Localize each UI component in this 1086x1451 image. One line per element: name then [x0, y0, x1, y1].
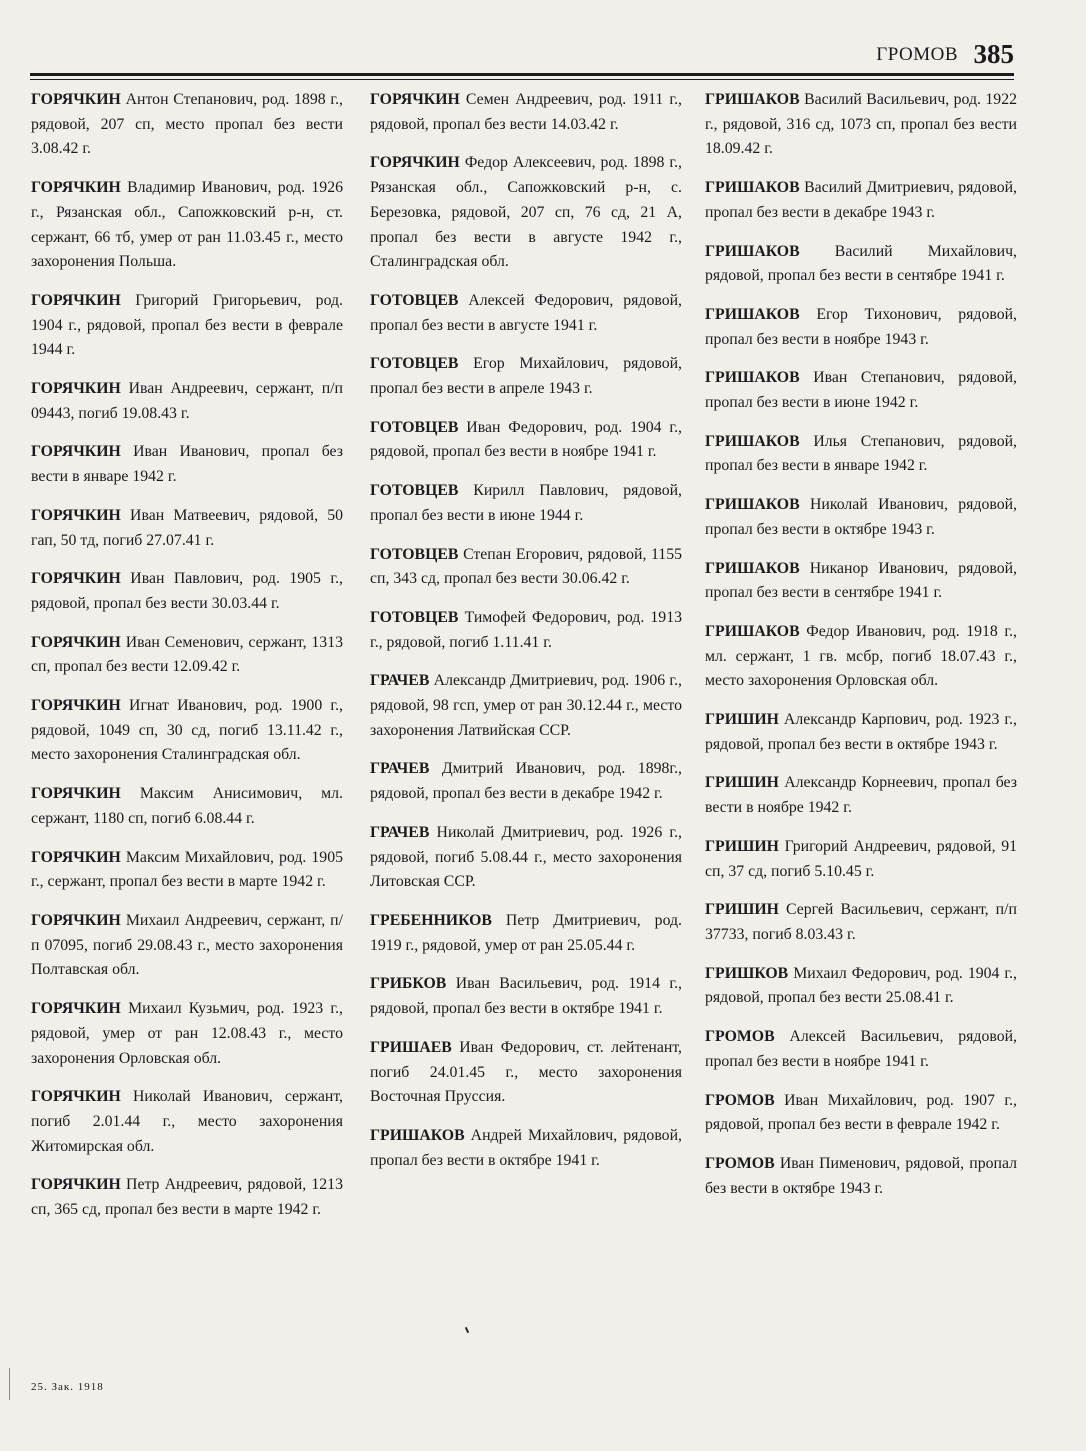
entry-surname: ГОРЯЧКИН: [370, 154, 460, 172]
entry-surname: ГРИШАЕВ: [370, 1038, 452, 1056]
register-entry: [31, 1085, 343, 1159]
entry-surname: ГОРЯЧКИН: [31, 848, 121, 866]
entry-details: Максим Анисимович, мл. сержант, 1180 сп, погиб 6.08.44 г.: [31, 785, 343, 827]
entry-surname: ГОРЯЧКИН: [31, 506, 121, 524]
entry-surname: ГРИБКОВ: [370, 975, 447, 993]
entry-surname: ГОТОВЦЕВ: [370, 418, 459, 436]
register-entry: [370, 151, 682, 275]
register-entry: [705, 708, 1017, 757]
entry-surname: ГОТОВЦЕВ: [370, 355, 459, 373]
entry-details: Игнат Иванович, род. 1900 г., рядовой, 1049 сп, 30 сд, погиб 13.11.42 г., место захоронения Сталинградская обл.: [31, 697, 343, 764]
entry-details: Иван Матвеевич, рядовой, 50 гап, 50 тд, погиб 27.07.41 г.: [31, 506, 343, 549]
register-entry: [31, 176, 343, 275]
entry-surname: ГРАЧЕВ: [370, 672, 430, 690]
entry-details: Иван Пименович, рядовой, пропал без вести в октябре 1943 г.: [705, 1154, 1017, 1197]
entry-surname: ГОРЯЧКИН: [31, 633, 121, 651]
register-entry: [705, 493, 1017, 542]
entry-surname: ГОРЯЧКИН: [31, 911, 121, 929]
register-entry: [705, 366, 1017, 415]
entry-surname: ГРИШКОВ: [705, 964, 789, 982]
register-entry: [705, 88, 1017, 162]
print-signature: 25. Зак. 1918: [31, 1381, 104, 1393]
entry-surname: ГОРЯЧКИН: [31, 1088, 121, 1106]
register-entry: [31, 440, 343, 489]
register-entry: [370, 543, 682, 592]
register-entry: [370, 757, 682, 806]
entry-details: Илья Степанович, рядовой, пропал без вести в январе 1942 г.: [705, 432, 1018, 475]
entry-surname: ГРАЧЕВ: [370, 760, 430, 778]
entry-surname: ГРИШИН: [705, 711, 779, 729]
entry-details: Иван Федорович, ст. лейтенант, погиб 24.01.45 г., место захоронения Восточная Пруссия.: [370, 1038, 682, 1106]
entry-details: Иван Степанович, рядовой, пропал без вести в июне 1942 г.: [705, 369, 1017, 412]
register-entry: [705, 1152, 1017, 1201]
header-rule-thin: [30, 79, 1014, 80]
entry-surname: ГРОМОВ: [705, 1154, 775, 1172]
entry-surname: ГОРЯЧКИН: [31, 91, 121, 108]
register-entry: [370, 1036, 682, 1110]
entry-surname: ГРОМОВ: [705, 1028, 775, 1046]
register-entry: [705, 176, 1017, 225]
register-entry: [31, 504, 343, 553]
entry-details: Семен Андреевич, род. 1911 г., рядовой, пропал без вести 14.03.42 г.: [370, 91, 682, 133]
entry-details: Николай Иванович, рядовой, пропал без вести в октябре 1943 г.: [705, 496, 1017, 538]
register-entry: [31, 694, 343, 768]
entry-details: Егор Тихонович, рядовой, пропал без вести в ноябре 1943 г.: [705, 305, 1017, 348]
register-entry: [31, 289, 343, 363]
entry-surname: ГОРЯЧКИН: [31, 1000, 121, 1018]
entry-details: Иван Андреевич, сержант, п/п 09443, погиб 19.08.43 г.: [31, 380, 343, 422]
entry-details: Иван Михайлович, род. 1907 г., рядовой, пропал без вести в феврале 1942 г.: [705, 1091, 1017, 1134]
entry-surname: ГОТОВЦЕВ: [370, 482, 459, 500]
entry-details: Александр Дмитриевич, род. 1906 г., рядовой, 98 гсп, умер от ран 30.12.44 г., место захоронения Латвийская ССР.: [370, 672, 683, 739]
entry-details: Петр Андреевич, рядовой, 1213 сп, 365 сд, пропал без вести в марте 1942 г.: [31, 1176, 343, 1219]
register-entry: [705, 620, 1017, 694]
entry-surname: ГРИШАКОВ: [705, 622, 800, 640]
entry-details: Николай Дмитриевич, род. 1926 г., рядовой, погиб 5.08.44 г., место захоронения Литовская ССР.: [370, 823, 682, 891]
entry-details: Алексей Васильевич, рядовой, пропал без вести в ноябре 1941 г.: [705, 1028, 1017, 1070]
entry-surname: ГРИШАКОВ: [370, 1126, 465, 1144]
entry-details: Никанор Иванович, рядовой, пропал без вести в сентябре 1941 г.: [705, 559, 1017, 602]
register-entry: [31, 782, 343, 831]
register-entry: [370, 416, 682, 465]
entry-details: Иван Павлович, род. 1905 г., рядовой, пропал без вести 30.03.44 г.: [31, 570, 343, 612]
entry-surname: ГОТОВЦЕВ: [370, 291, 459, 309]
column-1: [31, 88, 343, 1237]
entry-details: Михаил Федорович, род. 1904 г., рядовой, пропал без вести 25.08.41 г.: [705, 964, 1017, 1007]
register-entry: [31, 567, 343, 616]
header-rule-thick: [30, 73, 1014, 76]
entry-details: Василий Васильевич, род. 1922 г., рядовой, 316 сд, 1073 сп, пропал без вести 18.09.42 г.: [705, 91, 1017, 158]
entry-details: Михаил Кузьмич, род. 1923 г., рядовой, умер от ран 12.08.43 г., место захоронения Орловская обл.: [31, 1000, 344, 1067]
entry-surname: ГРИШАКОВ: [705, 559, 800, 577]
entry-details: Степан Егорович, рядовой, 1155 сп, 343 сд, пропал без вести 30.06.42 г.: [370, 545, 682, 588]
entry-details: Тимофей Федорович, род. 1913 г., рядовой, погиб 1.11.41 г.: [370, 608, 682, 651]
register-entry: [31, 909, 343, 983]
entry-details: Максим Михайлович, род. 1905 г., сержант, пропал без вести в марте 1942 г.: [31, 848, 343, 891]
page-header: [30, 38, 1014, 72]
entry-surname: ГРИШАКОВ: [705, 432, 800, 450]
entry-surname: ГРИШАКОВ: [705, 242, 800, 260]
register-entry: [370, 909, 682, 958]
register-entry: [705, 1025, 1017, 1074]
entry-details: Михаил Андреевич, сержант, п/п 07095, погиб 29.08.43 г., место захоронения Полтавская обл.: [31, 911, 343, 979]
page-number: 385: [973, 39, 1014, 69]
register-entry: [370, 289, 682, 338]
register-entry: [370, 972, 682, 1021]
entry-details: Григорий Григорьевич, род. 1904 г., рядовой, пропал без вести в феврале 1944 г.: [31, 291, 343, 359]
running-head: ГРОМОВ: [876, 44, 958, 65]
register-entry: [370, 88, 682, 137]
entry-details: Дмитрий Иванович, род. 1898г., рядовой, пропал без вести в декабре 1942 г.: [370, 760, 682, 803]
register-entry: [370, 821, 682, 895]
entry-surname: ГОРЯЧКИН: [31, 785, 121, 803]
entry-surname: ГОРЯЧКИН: [31, 697, 121, 715]
entry-details: Николай Иванович, сержант, погиб 2.01.44 г., место захоронения Житомирская обл.: [31, 1088, 343, 1155]
entry-surname: ГРИШИН: [705, 901, 779, 919]
entry-surname: ГОРЯЧКИН: [31, 1176, 121, 1194]
entry-details: Андрей Михайлович, рядовой, пропал без вести в октябре 1941 г.: [370, 1126, 682, 1169]
entry-details: Иван Семенович, сержант, 1313 сп, пропал без вести 12.09.42 г.: [31, 633, 343, 676]
entry-surname: ГРИШАКОВ: [705, 369, 800, 387]
entry-details: Владимир Иванович, род. 1926 г., Рязанская обл., Сапожковский р-н, ст. сержант, 66 тб, умер от ран 11.03.45 г., место захоронения Польша.: [31, 179, 343, 271]
entry-surname: ГОРЯЧКИН: [31, 380, 121, 398]
entry-details: Иван Федорович, род. 1904 г., рядовой, пропал без вести в ноябре 1941 г.: [370, 418, 682, 461]
entry-details: Григорий Андреевич, рядовой, 91 сп, 37 сд, погиб 5.10.45 г.: [705, 837, 1017, 880]
entry-details: Петр Дмитриевич, род. 1919 г., рядовой, умер от ран 25.05.44 г.: [370, 911, 682, 954]
entry-surname: ГОРЯЧКИН: [31, 291, 121, 309]
column-2: [370, 88, 682, 1187]
entry-surname: ГРИШАКОВ: [705, 91, 800, 108]
register-entry: [705, 962, 1017, 1011]
entry-surname: ГОТОВЦЕВ: [370, 545, 459, 563]
register-entry: [31, 997, 343, 1071]
entry-details: Алексей Федорович, рядовой, пропал без вести в августе 1941 г.: [370, 291, 682, 334]
register-entry: [31, 377, 343, 426]
entry-details: Александр Карпович, род. 1923 г., рядовой, пропал без вести в октябре 1943 г.: [705, 711, 1017, 753]
register-entry: [705, 898, 1017, 947]
entry-details: Василий Михайлович, рядовой, пропал без вести в сентябре 1941 г.: [705, 242, 1017, 285]
entry-surname: ГОТОВЦЕВ: [370, 608, 459, 626]
entry-surname: ГОРЯЧКИН: [31, 570, 121, 588]
register-entry: [370, 1124, 682, 1173]
register-entry: [705, 557, 1017, 606]
entry-surname: ГРОМОВ: [705, 1091, 775, 1109]
entry-surname: ГРИШАКОВ: [705, 305, 800, 323]
entry-surname: ГРЕБЕННИКОВ: [370, 911, 492, 929]
register-entry: [370, 479, 682, 528]
entry-details: Федор Алексеевич, род. 1898 г., Рязанская обл., Сапожковский р-н, с. Березовка, рядовой, 207 сп, 76 сд, 21 А, пропал без вести в августе 1942 г., Сталинградская обл.: [370, 154, 682, 271]
entry-surname: ГРИШАКОВ: [705, 496, 800, 514]
stray-print-mark: [465, 1327, 469, 1333]
entry-surname: ГОРЯЧКИН: [370, 91, 460, 108]
entry-details: Федор Иванович, род. 1918 г., мл. сержант, 1 гв. мсбр, погиб 18.07.43 г., место захоронения Орловская обл.: [705, 622, 1017, 690]
register-entry: [31, 846, 343, 895]
entry-details: Александр Корнеевич, пропал без вести в ноябре 1942 г.: [705, 774, 1017, 817]
entry-surname: ГРАЧЕВ: [370, 823, 430, 841]
register-entry: [31, 88, 343, 162]
register-entry: [705, 303, 1017, 352]
entry-surname: ГРИШАКОВ: [705, 179, 800, 197]
register-entry: [705, 1089, 1017, 1138]
entry-details: Иван Васильевич, род. 1914 г., рядовой, пропал без вести в октябре 1941 г.: [370, 975, 682, 1018]
entry-details: Антон Степанович, род. 1898 г., рядовой, 207 сп, место пропал без вести 3.08.42 г.: [31, 91, 344, 158]
entry-surname: ГРИШИН: [705, 774, 779, 792]
register-entry: [370, 352, 682, 401]
column-3: [705, 88, 1017, 1215]
register-entry: [370, 606, 682, 655]
register-entry: [31, 631, 343, 680]
register-entry: [705, 771, 1017, 820]
register-entry: [705, 430, 1017, 479]
register-entry: [705, 835, 1017, 884]
register-entry: [370, 669, 682, 743]
entry-details: Кирилл Павлович, рядовой, пропал без вести в июне 1944 г.: [370, 482, 682, 524]
register-entry: [31, 1173, 343, 1222]
register-entry: [705, 240, 1017, 289]
entry-surname: ГОРЯЧКИН: [31, 179, 121, 197]
entry-details: Егор Михайлович, рядовой, пропал без вести в апреле 1943 г.: [370, 355, 682, 398]
entry-details: Иван Иванович, пропал без вести в январе 1942 г.: [31, 443, 343, 486]
entry-details: Сергей Васильевич, сержант, п/п 37733, погиб 8.03.43 г.: [705, 901, 1017, 943]
margin-mark: [9, 1368, 10, 1400]
entry-surname: ГОРЯЧКИН: [31, 443, 121, 461]
entry-surname: ГРИШИН: [705, 837, 779, 855]
entry-details: Василий Дмитриевич, рядовой, пропал без вести в декабре 1943 г.: [705, 179, 1017, 221]
